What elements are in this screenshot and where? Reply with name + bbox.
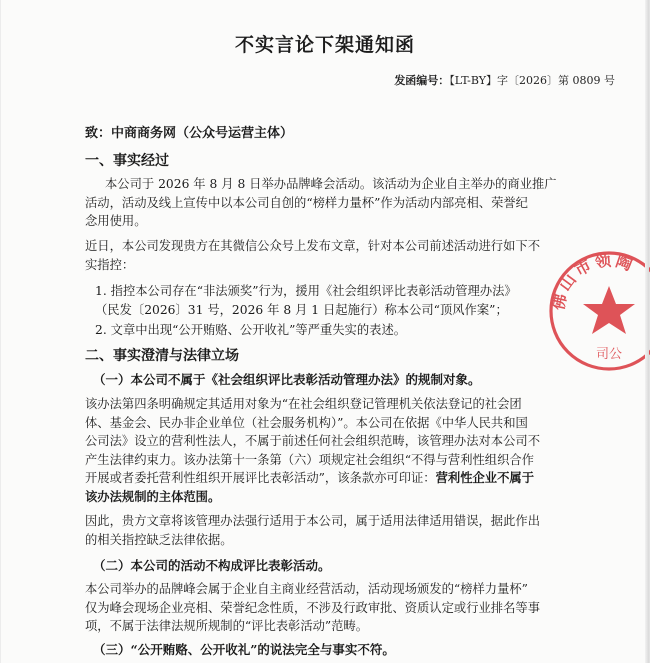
subsection-heading: （一）本公司不属于《社会组织评比表彰活动管理办法》的规制对象。 [93, 372, 481, 387]
paragraph-line [85, 488, 220, 507]
list-item: （民发〔2026〕31 号，2026 年 8 月 1 日起施行）称本公司“顶风作案”； [95, 302, 508, 317]
svg-text:佛山市领陶 [548, 250, 637, 311]
emphasis-text: 该办法规制的主体范围。 [85, 488, 221, 504]
emphasis-text: 营利性企业不属于 [435, 470, 534, 485]
paragraph-line: 实指控： [85, 257, 135, 272]
company-seal-stamp [544, 246, 650, 376]
seal-text-top: 佛山市领陶 [548, 250, 638, 312]
paragraph-line: 本公司于 2026 年 8 月 8 日举办品牌峰会活动。该活动为企业自主举办的商业推广 [105, 177, 557, 191]
section-heading-facts: 一、事实经过 [85, 153, 169, 169]
page-title: 不实言论下架通知函 [234, 34, 415, 56]
seal-star-icon [583, 286, 635, 334]
paragraph-line: 因此，贵方文章将该管理办法强行适用于本公司，属于适用法律适用错误，据此作出 [85, 514, 540, 528]
document-number-label: 发函编号： [394, 74, 450, 87]
list-item: 1. 指控本公司存在“非法颁奖”行为，援用《社会组织评比表彰活动管理办法》 [95, 284, 517, 298]
subsection-heading: （三）“公开贿赂、公开收礼”的说法完全与事实不符。 [93, 642, 395, 657]
paragraph-line: 体、基金会、民办非企业单位（社会服务机构）”。本公司在依据《中华人民共和国 [85, 415, 528, 430]
paragraph-line: 念用使用。 [85, 214, 147, 228]
paragraph-line: 项，不属于法律法规所规制的“评比表彰活动”范畴。 [85, 619, 369, 633]
section-heading-clarification: 二、事实澄清与法律立场 [85, 348, 239, 364]
paragraph-line: 的相关指控缺乏法律依据。 [85, 532, 233, 547]
paragraph-line: 公司法》设立的营利性法人，不属于前述任何社会组织范畴，该管理办法对本公司不 [85, 434, 540, 448]
paragraph-line: 产生法律约束力。该办法第十一条第（六）项规定社会组织“不得与营利性组织合作 [85, 452, 534, 467]
paragraph-text: 开展或者委托营利性组织开展评比表彰活动”，该条款亦可印证： [85, 471, 436, 485]
document-number [394, 72, 615, 88]
list-item: 2. 文章中出现“公开贿赂、公开收礼”等严重失实的表述。 [95, 323, 407, 337]
recipient-line: 致：中商商务网（公众号运营主体） [85, 126, 294, 141]
scan-edge-shadow [645, 0, 649, 663]
paragraph-line: 仅为峰会现场企业亮相、荣誉纪念性质，不涉及行政审批、资质认定或行业排名等事 [85, 600, 540, 615]
paragraph-line: 本公司举办的品牌峰会属于企业自主商业经营活动，活动现场颁发的“榜样力量杯” [85, 582, 528, 596]
paragraph-line: 近日，本公司发现贵方在其微信公众号上发布文章，针对本公司前述活动进行如下不 [85, 239, 540, 253]
seal-text-bottom: 司公 [595, 347, 623, 362]
subsection-heading: （二）本公司的活动不构成评比表彰活动。 [93, 558, 331, 573]
paragraph-line: 活动，活动及线上宣传中以本公司自创的“榜样力量杯”作为活动内部亮相、荣誉纪 [85, 195, 528, 210]
paragraph-line [85, 469, 534, 488]
paragraph-line: 该办法第四条明确规定其适用对象为“在社会组织登记管理机关依法登记的社会团 [85, 397, 522, 411]
document-number-value: 【LT-BY】字〔2026〕第 0809 号 [449, 74, 615, 87]
